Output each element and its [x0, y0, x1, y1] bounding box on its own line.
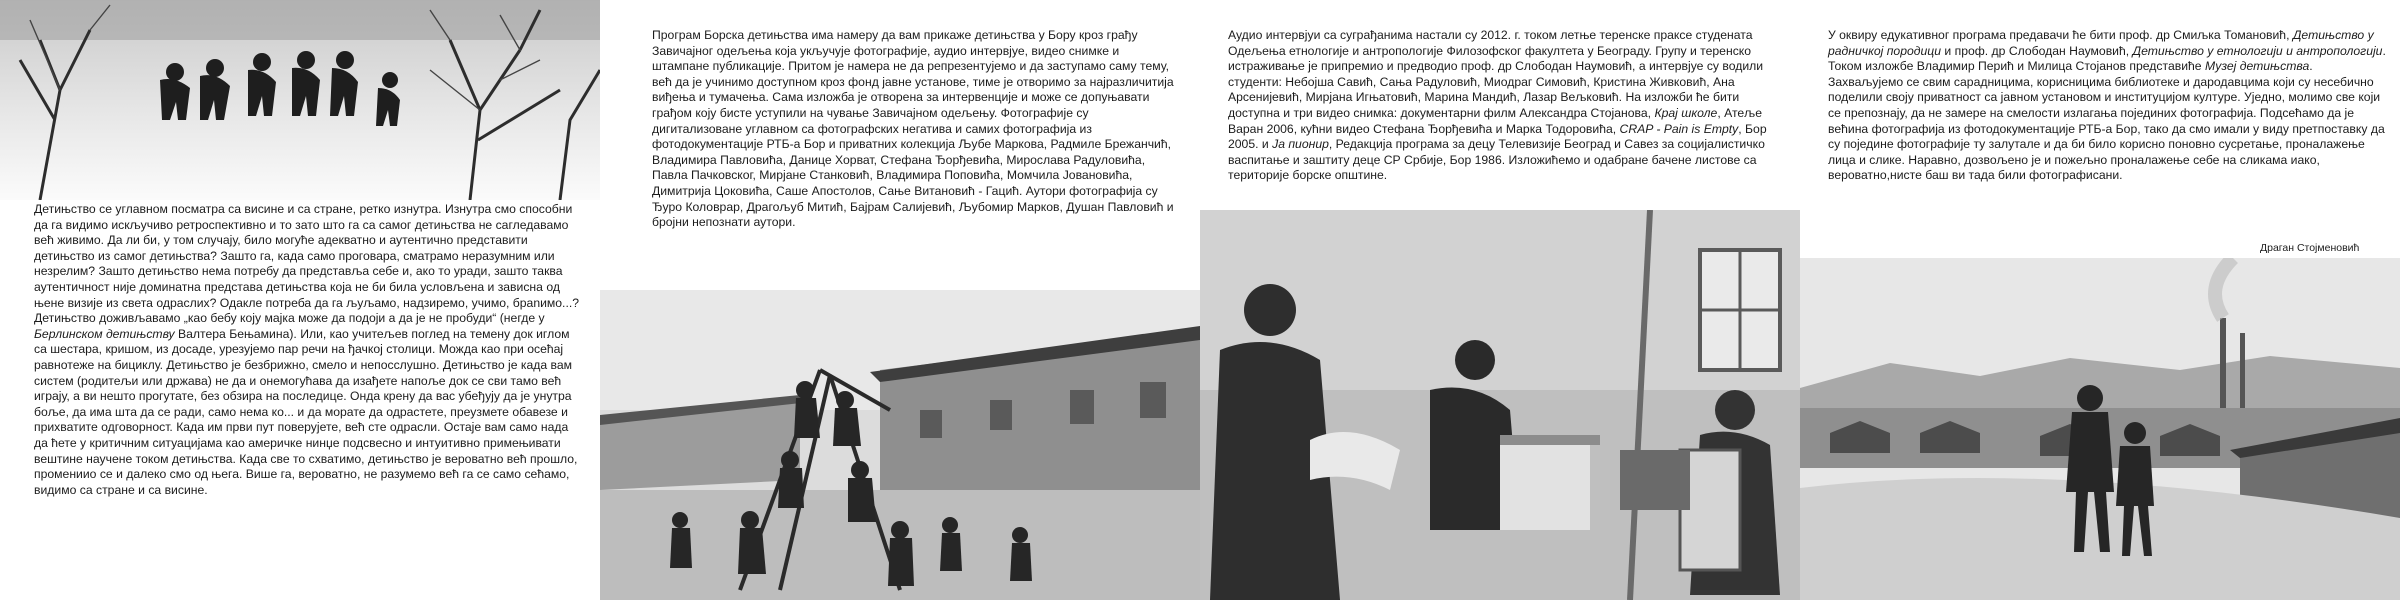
panel-childhood-essay: [0, 0, 600, 600]
interviews-text: [1228, 28, 1780, 184]
program-description-text: [652, 28, 1176, 231]
video-title-crap: CRAP - Pain is Empty: [1619, 121, 1739, 136]
lecture-title-ethnology: Детињство у етнологији и антропологији: [2132, 43, 2383, 58]
childhood-essay-text: [34, 202, 582, 498]
panel-program-description: [600, 0, 1200, 600]
interviews-paragraph: [1228, 28, 1780, 184]
author-signature: Драган Стојменовић: [2260, 242, 2360, 254]
program-title-ja-pionir: Ја пионир: [1272, 137, 1329, 152]
panel-interviews-and-videos: [1200, 0, 1800, 600]
program-paragraph: Програм Борска детињства има намеру да вам прикаже детињства у Бору кроз грађу Завичајног одељења која укључује фотографије, аудио интервјуе, видео снимке и штампане публикације. Притом је намера не да репрезентујемо и да заступамо саму тему, већ да је учинимо доступном кроз фонд јавне установе, тиме је отворимо за најразличитија виђења и тумачења. Сама изложба је отворена за интервенције и може се допуњавати грађом коју бисте уступили на чување Завичајном одељењу. Фотографије су дигитализоване углавном са фотографских негатива и самих фотографија из фотодокументације РТБ-а Бор и приватних колекција Љубе Маркова, Радмиле Брежанчић, Владимира Павловића, Данице Хорват, Стефана Ђорђевића, Мирослава Радуловића, Павла Пачковског, Мирјане Станковић, Владимира Поповића, Момчила Јовановића, Димитрија Цоковића, Саше Апостолов, Сање Витановић - Гацић. Аутори фотографија су Ђуро Коловрар, Драгољуб Митић, Бајрам Салијевић, Љубомир Марков, Душан Павловић и бројни непознати аутори.: [652, 28, 1174, 230]
hillside-children-photo: [1800, 258, 2400, 600]
interviews-text-part-b: , Атеље Варан 2006, кућни видео Стефана Ђорђевића и Марка Тодоровића,: [1228, 105, 1762, 136]
playground-photo: [600, 290, 1200, 600]
playground-photo-graphic: [600, 290, 1200, 600]
classroom-photo: [1200, 210, 1800, 600]
children-snow-photo-graphic: [0, 0, 600, 200]
educational-paragraph: [1828, 28, 2388, 184]
interviews-text-part-a: Аудио интервјуи са суграђанима настали су 2012. г. током летње теренске праксе студената Одељења етнологије и антропологије Филозофског факултета у Београду. Групу и теренско истраживање је припремио и предводио проф. др Слободан Наумовић, а интервјуе су водили студенти: Небојша Савић, Сања Радуловић, Миодраг Симовић, Кристина Живковић, Ана Арсенијевић, Мирјана Игњатовић, Марина Мандић, Лазар Вељковић. На изложби ће бити доступна и три видео снимка: документарни филм Александра Стојанова,: [1228, 28, 1764, 120]
essay-paragraph: [34, 202, 582, 498]
educational-text-part-b: и проф. др Слободан Наумовић,: [1941, 43, 2133, 58]
hillside-children-photo-graphic: [1800, 258, 2400, 600]
essay-text-part-b: Валтера Бењамина). Или, као учитељев поглед на темену док иглом са шестара, кришом, из досаде, урезујемо пар речи на ђачкој столици. Можда као при осећај равнотеже на бициклу. Детињство је безбрижно, смело и непосслушно. Детињство је када вам систем (родитељи или држава) не да и онемогућава да изађете напоље док се сви тамо већ играју, а ви нешто прогутате, без обзира на последице. Онда крену да вас убеђују да је унутра боље, да има шта да се ради, само нема ко... и да морате да одрастете, преузмете обавезе и прихватите одговорност. Када им први пут поверујете, већ сте одрасли. Остаје вам само нада да ћете у критичним ситуацијама као америчке нинџе подсвесно и интуитивно примењивати вештине научене током детињства. Када све то схватимо, детињство је вероватно већ прошло, промениио се и далеко смо од њега. Више га, вероватно, не разумемо већ га се само сећамо, видимо са стране и са висине.: [34, 326, 578, 497]
educational-text-part-d: . Захваљујемо се свим сарадницима, корисницима библиотеке и дародавцима који су несебично поделили своју приватност са јавном установом и институцијом културе. Уједно, молимо све који се препознају, да не замере на смелости излагања појединих фотографија. Подсећамо да је већина фотографија из фотодокументације РТБ-а Бор, тако да смо имали у виду претпоставку да су поједине фотографије ту залутале и да би било корисно поновно сусретање, проналажење лица и слике. Наравно, дозвољено је и пожељно проналажење себе на сликама иако, вероватно,нисте баш ви тада били фотографисани.: [1828, 59, 2385, 183]
educational-program-text: [1828, 28, 2388, 184]
educational-text-part-a: У оквиру едукативног програма предавачи ће бити проф. др Смиљка Томановић,: [1828, 28, 2293, 42]
berlin-childhood-title: Берлинском детињству: [34, 326, 175, 341]
children-snow-photo: [0, 0, 600, 200]
museum-of-childhood-title: Музеј детињства: [2204, 59, 2310, 74]
essay-text-part-a: Детињство се углавном посматра са висине и са стране, ретко изнутра. Изнутра смо способни да га видимо искључиво ретроспективно и то зато што га са самог детињства не сагледавамо већ живимо. Да ли би, у том случају, било могуће адекватно и аутентично представити детињство из самог детињства? Зашто га, када само проговара, сматрамо неразумним или незрелим? Зашто детињство нема потребу да представља себе и, ако то уради, зашто таква аутентичност није доминатна представа детињства која не би била условљена и зависна од њене визије из света одраслих? Одакле потреба да га љуљамо, надзиремо, учимо, браnимо...? Детињство доживљавамо „као бебу коју мајка може да подоји а да је не пробуди“ (негде у: [34, 202, 579, 326]
educational-text-part-c: . Током изложбе Владимир Перић и Милица Стојанов представиће: [1828, 43, 2386, 74]
panel-educational-program: [1800, 0, 2400, 600]
interviews-text-part-d: , Редакција програма за децу Телевизије Београд и Савез за социјалистичко васпитање и заштиту деце СР Србије, Бор 1986. Изложићемо и одабране бачене листове са територије борске општине.: [1228, 137, 1765, 183]
film-title-kraj-skole: Крај школе: [1654, 105, 1718, 120]
interviews-text-part-c: , Бор 2005. и: [1228, 121, 1767, 152]
lecture-title-workers-family: Детињство у радничкој породици: [1828, 28, 2374, 58]
classroom-photo-graphic: [1200, 210, 1800, 600]
